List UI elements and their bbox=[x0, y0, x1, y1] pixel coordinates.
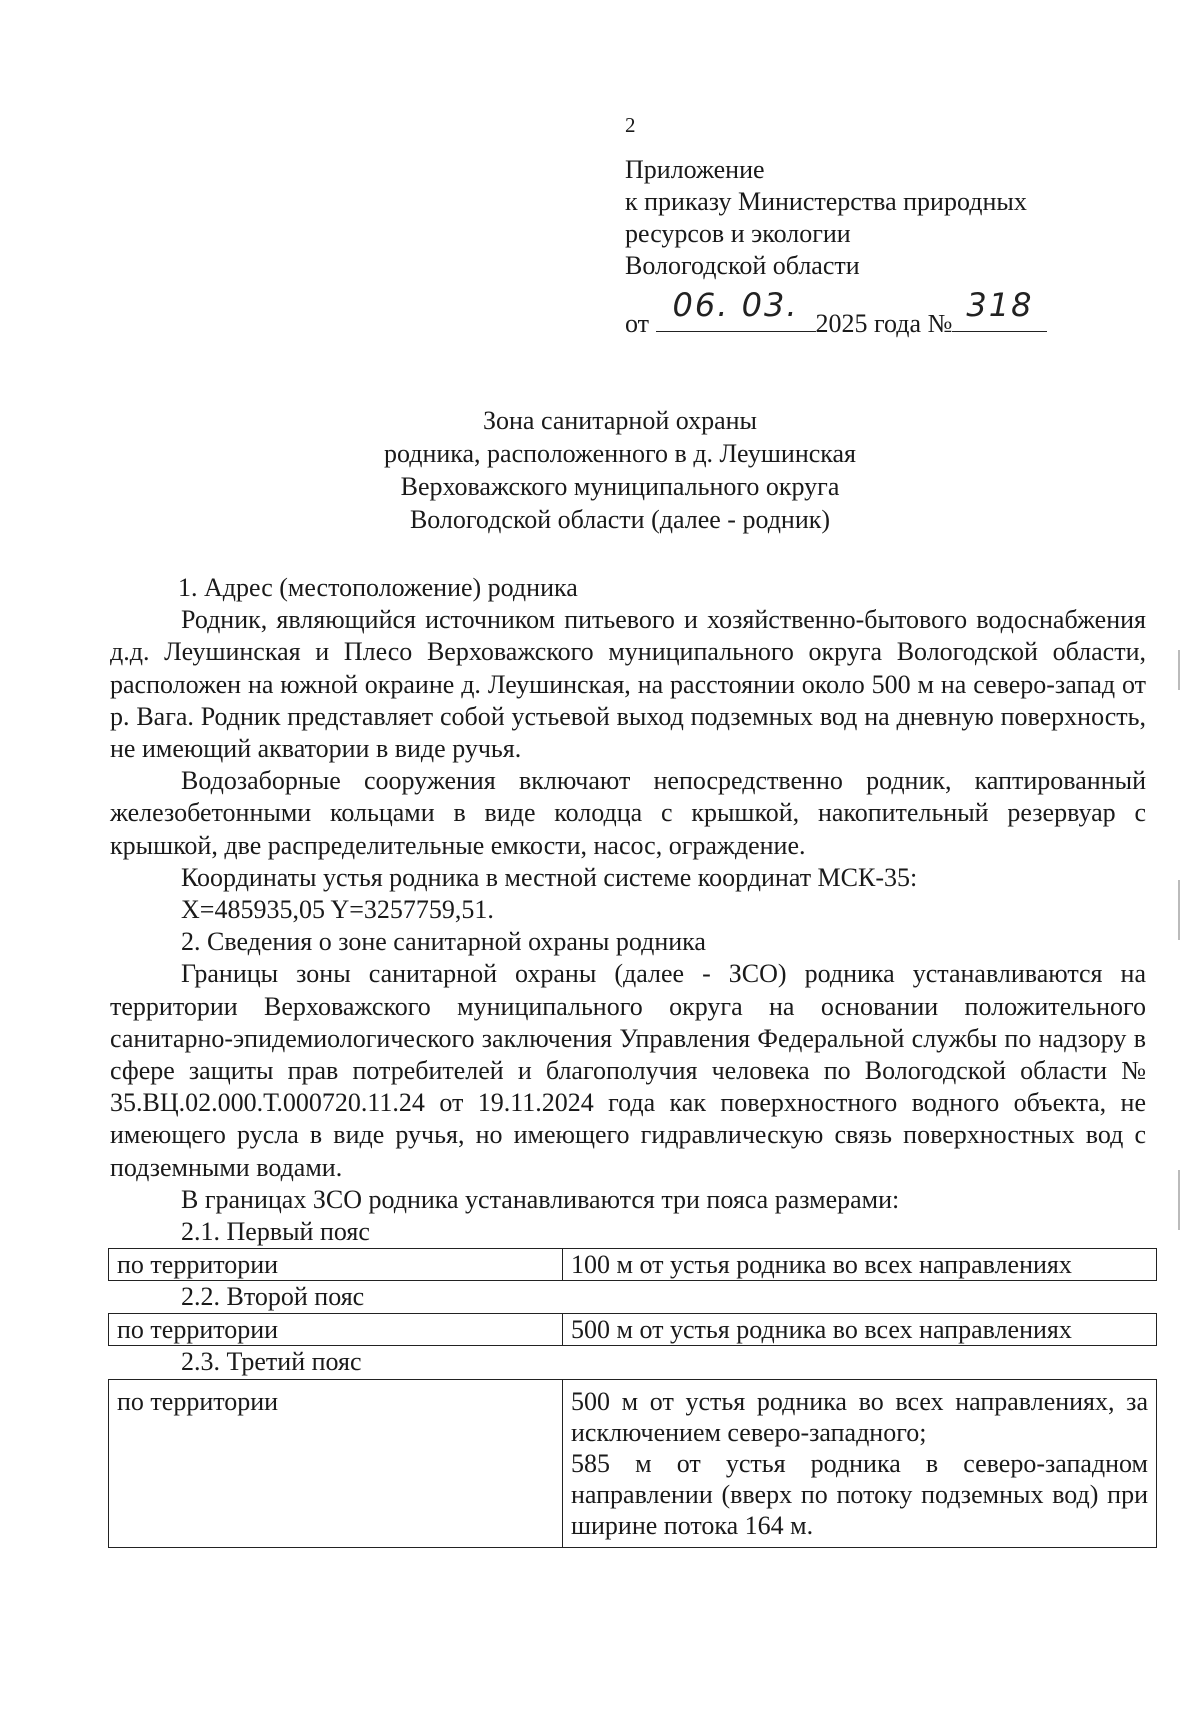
section1-paragraph: Родник, являющийся источником питьевого и хозяйственно-бытового водоснабжения д.д. Леушинская и Плесо Верховажского муниципального округа Вологодской области, расположен на южной окраине д. Леушинская, на расстоянии около 500 м на северо-запад от р. Вага. Родник представляет собой устьевой выход подземных вод на дневную поверхность, не имеющий акватории в виде ручья. bbox=[110, 605, 1146, 764]
page-number: 2 bbox=[625, 113, 636, 137]
approval-block bbox=[625, 154, 1027, 282]
scan-edge-mark bbox=[1178, 650, 1180, 690]
order-date-line bbox=[625, 286, 1047, 344]
belt1-heading: 2.1. Первый пояс bbox=[181, 1217, 370, 1247]
order-year: 2025 года bbox=[815, 309, 922, 338]
belt3-value-part: 585 м от устья родника в северо-западном направлении (вверх по потоку подземных вод) при ширине потока 164 м. bbox=[571, 1448, 1148, 1540]
date-prefix: от bbox=[625, 309, 650, 338]
table-row bbox=[109, 1314, 1157, 1346]
title-line: Верховажского муниципального округа bbox=[400, 472, 840, 501]
handwritten-date: 06. 03. bbox=[672, 286, 799, 324]
date-blank bbox=[656, 286, 816, 332]
coordinates-value: X=485935,05 Y=3257759,51. bbox=[181, 895, 494, 925]
number-sign: № bbox=[927, 309, 953, 338]
title-line: родника, расположенного в д. Леушинская bbox=[383, 439, 857, 468]
belt2-heading: 2.2. Второй пояс bbox=[181, 1282, 365, 1312]
approval-line: Приложение bbox=[625, 155, 765, 184]
approval-line: к приказу Министерства природных bbox=[625, 187, 1027, 216]
belt3-value-cell bbox=[563, 1379, 1157, 1547]
belt1-value: 100 м от устья родника во всех направлениях bbox=[563, 1249, 1157, 1281]
belt3-table bbox=[108, 1379, 1157, 1548]
table-row bbox=[109, 1379, 1157, 1547]
title-line: Вологодской области (далее - родник) bbox=[409, 505, 831, 534]
document-title bbox=[300, 404, 940, 536]
belt2-label: по территории bbox=[109, 1314, 563, 1346]
approval-line: Вологодской области bbox=[625, 251, 860, 280]
belt1-table bbox=[108, 1248, 1157, 1281]
belt3-heading: 2.3. Третий пояс bbox=[181, 1347, 362, 1377]
number-blank bbox=[952, 286, 1047, 332]
scan-edge-mark bbox=[1178, 1170, 1180, 1230]
belt2-table bbox=[108, 1313, 1157, 1346]
table-row bbox=[109, 1249, 1157, 1281]
coordinates-intro: Координаты устья родника в местной системе координат МСК-35: bbox=[181, 862, 918, 892]
section1-paragraph: Водозаборные сооружения включают непосредственно родник, каптированный железобетонными кольцами в виде колодца с крышкой, накопительный резервуар с крышкой, две распределительные емкости, насос, ограждение. bbox=[110, 766, 1146, 860]
document-body bbox=[110, 572, 1146, 1548]
belt3-value-part: 500 м от устья родника во всех направлениях, за исключением северо-западного; bbox=[571, 1386, 1148, 1447]
title-line: Зона санитарной охраны bbox=[482, 406, 758, 435]
belt3-label: по территории bbox=[109, 1379, 563, 1547]
approval-line: ресурсов и экологии bbox=[625, 219, 851, 248]
section2-paragraph: В границах ЗСО родника устанавливаются три пояса размерами: bbox=[181, 1184, 900, 1214]
section1-heading: 1. Адрес (местоположение) родника bbox=[178, 573, 578, 602]
handwritten-number: 318 bbox=[966, 286, 1034, 324]
belt1-label: по территории bbox=[109, 1249, 563, 1281]
section2-heading: 2. Сведения о зоне санитарной охраны родника bbox=[181, 927, 706, 957]
section2-paragraph: Границы зоны санитарной охраны (далее - ЗСО) родника устанавливаются на территории Верховажского муниципального округа на основании положительного санитарно-эпидемиологического заключения Управления Федеральной службы по надзору в сфере защиты прав потребителей и благополучия человека по Вологодской области № 35.ВЦ.02.000.Т.000720.11.24 от 19.11.2024 года как поверхностного водного объекта, не имеющего русла в виде ручья, но имеющего гидравлическую связь поверхностных вод с подземными водами. bbox=[110, 959, 1146, 1182]
belt2-value: 500 м от устья родника во всех направлениях bbox=[563, 1314, 1157, 1346]
scan-edge-mark bbox=[1178, 880, 1180, 940]
